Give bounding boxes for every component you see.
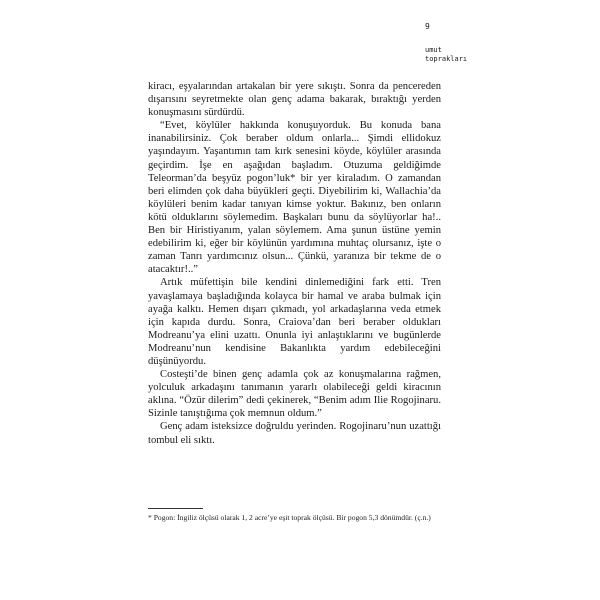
page-number: 9 (425, 22, 430, 31)
running-head (425, 46, 467, 64)
paragraph-2: “Evet, köylüler hakkında konuşuyorduk. Bu konuda bana inanabilirsiniz. Çok beraber oldum onlarla... Şimdi ellidokuz yaşındayım. Yaşantımın tam kırk senesini köyde, köylüler arasında geçirdim. İşe en aşağıdan başladım. Otuzuma geldiğimde Teleorman’da beşyüz pogon’luk* bir yer kiraladım. O zamandan beri elimden çok daha büyükleri geçti. Diyebilirim ki, Wallachia’da köylüleri benim kadar tanıyan kimse yoktur. Bakınız, ben onların kötü olduklarını söylemedim. Başkaları bunu da söylüyorlar ha!.. Ben bir Hiristiyanım, yalan söylemem. Ama şunun üstüne yemin edebilirim ki, eğer bir köylünün yardımına muhtaç olursanız, işte o zaman Tanrı yardımcınız olsun... Çünkü, yaranıza bir tekme de o atacaktır!..” (148, 120, 441, 276)
paragraph-4: Costeşti’de binen genç adamla çok az konuşmalarına rağmen, yolculuk arkadaşını tanımanın yararlı olabileceği geldi kiracının aklına. “Özür dilerim” dedi çekinerek, “Benim adım Ilie Rogojinaru. Sizinle tanıştığıma çok memnun oldum.” (148, 369, 441, 420)
running-head-line-2: toprakları (425, 55, 468, 63)
body-text (148, 80, 441, 447)
paragraph-1: kiracı, eşyalarından artakalan bir yere sıkıştı. Sonra da pencereden dışarısını seyretmekte olan genç adama bakarak, bıraktığı yerden konuşmasını sürdürdü. (148, 81, 441, 119)
footnote-divider (148, 508, 203, 509)
footnote: * Pogon: İngiliz ölçüsü olarak 1, 2 acre’ye eşit toprak ölçüsü. Bir pogon 5,3 dönümdür. (ç.n.) (148, 513, 431, 522)
paragraph-5: Genç adam isteksizce doğruldu yerinden. Rogojinaru’nun uzattığı tombul eli sıktı. (148, 421, 441, 446)
paragraph-3: Artık müfettişin bile kendini dinlemediğini fark etti. Tren yavaşlamaya başladığında kolayca bir hamal ve araba bulmak için ayağa kalktı. Hemen dışarı çıkmadı, yol arkadaşlarına veda etmek için kapıda durdu. Sonra, Craiova’dan beri beraber oldukları Modreanu’ya elini uzattı. Onunla iyi anlaştıklarını ve bugünlerde Modreanu’nun kendisine Bakanlıkta yardım edebileceğini düşünüyordu. (148, 277, 441, 367)
running-head-line-1: umut (425, 46, 442, 54)
